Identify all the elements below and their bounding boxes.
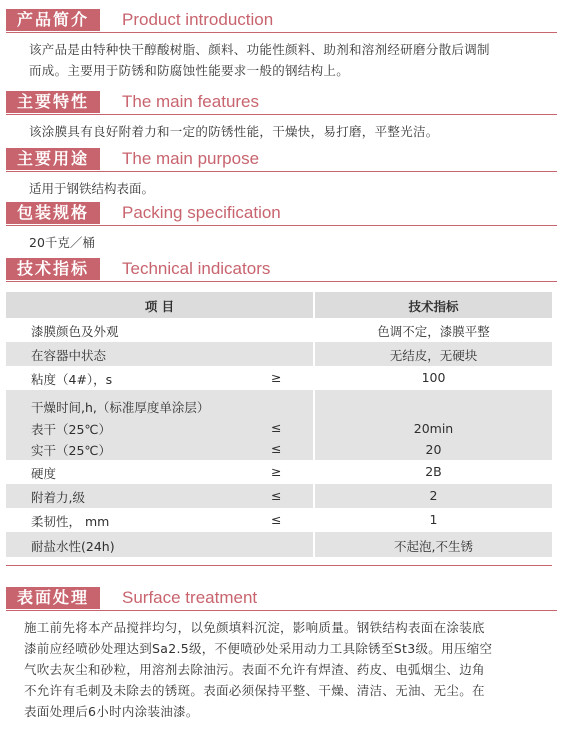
- section-tag-technical: 技术指标: [6, 258, 100, 280]
- section-tag-intro: 产品简介: [6, 9, 100, 31]
- packing-body: 20千克／桶: [29, 235, 95, 250]
- section-rule: [6, 225, 557, 226]
- row-operator: ≤: [271, 512, 282, 527]
- intro-line-2: 而成。主要用于防锈和防腐蚀性能要求一般的钢结构上。: [29, 63, 350, 78]
- table-row: [6, 484, 552, 508]
- table-header-item: 项 目: [144, 299, 175, 314]
- section-title-packing: Packing specification: [122, 203, 281, 222]
- row-value: 20min: [413, 421, 454, 436]
- row-operator: ≥: [271, 464, 282, 479]
- row-label: 粘度（4#），s: [31, 372, 113, 387]
- row-value: 2B: [425, 464, 442, 479]
- table-row: [6, 508, 552, 532]
- section-rule: [6, 610, 557, 611]
- section-tag-surface: 表面处理: [6, 587, 100, 609]
- section-rule: [6, 114, 557, 115]
- row-label: 柔韧性， mm: [31, 514, 110, 529]
- section-title-intro: Product introduction: [122, 10, 274, 29]
- section-rule: [6, 281, 557, 282]
- section-tag-packing: 包装规格: [6, 202, 100, 224]
- surface-body: [24, 617, 556, 722]
- section-header-surface: [6, 587, 557, 609]
- section-header-intro: [6, 9, 557, 31]
- row-value: 20: [425, 442, 442, 457]
- row-operator: ≤: [271, 488, 282, 503]
- intro-body: [29, 39, 555, 81]
- surface-line-3: 气吹去灰尘和砂粒，用溶剂去除油污。表面不允许有焊渣、药皮、电弧烟尘、边角: [24, 662, 485, 677]
- row-label: 附着力,级: [31, 490, 85, 505]
- section-title-surface: Surface treatment: [122, 588, 258, 607]
- section-header-technical: [6, 258, 557, 280]
- row-label: 干燥时间,h,（标准厚度单涂层）: [31, 400, 210, 415]
- intro-line-1: 该产品是由特种快干醇酸树脂、颜料、功能性颜料、助剂和溶剂经研磨分散后调制: [29, 42, 490, 57]
- section-rule: [6, 171, 557, 172]
- features-body: 该涂膜具有良好附着力和一定的防锈性能，干燥快，易打磨，平整光洁。: [29, 124, 439, 139]
- surface-line-5: 表面处理后6小时内涂装油漆。: [24, 704, 199, 719]
- purpose-body: 适用于钢铁结构表面。: [29, 181, 155, 196]
- table-header-row: [6, 292, 552, 318]
- surface-line-4: 不允许有毛刺及未除去的锈斑。表面必须保持平整、干燥、清洁、无油、无尘。在: [24, 683, 485, 698]
- section-tag-features: 主要特性: [6, 91, 100, 113]
- row-value: 不起泡,不生锈: [394, 539, 473, 554]
- section-rule: [6, 32, 557, 33]
- table-row-drying-time: [6, 390, 552, 460]
- table-row: [6, 342, 552, 366]
- table-bottom-rule: [6, 565, 552, 566]
- row-label: 硬度: [31, 466, 57, 481]
- row-operator: ≥: [271, 370, 282, 385]
- section-header-packing: [6, 202, 557, 224]
- section-tag-purpose: 主要用途: [6, 148, 100, 170]
- row-value: 100: [421, 370, 446, 385]
- table-header-value: 技术指标: [408, 299, 459, 314]
- row-label: 在容器中状态: [31, 348, 107, 363]
- section-header-features: [6, 91, 557, 113]
- section-header-purpose: [6, 148, 557, 170]
- table-row: [6, 460, 552, 484]
- table-row: [6, 532, 552, 557]
- row-value: 2: [429, 488, 438, 503]
- row-label: 实干（25℃）: [31, 443, 111, 458]
- table-row: [6, 366, 552, 390]
- row-label: 漆膜颜色及外观: [31, 324, 119, 339]
- row-label: 耐盐水性(24h): [31, 539, 115, 554]
- surface-line-1: 施工前先将本产品搅拌均匀，以免颜填料沉淀，影响质量。钢铁结构表面在涂装底: [24, 620, 485, 635]
- section-title-technical: Technical indicators: [122, 259, 271, 278]
- surface-line-2: 漆前应经喷砂处理达到Sa2.5级，不便喷砂处采用动力工具除锈至St3级。用压缩空: [24, 641, 493, 656]
- section-title-purpose: The main purpose: [122, 149, 260, 168]
- section-title-features: The main features: [122, 92, 260, 111]
- row-label: 表干（25℃）: [31, 422, 111, 437]
- row-operator: ≤: [271, 441, 282, 456]
- technical-table: [6, 292, 552, 557]
- row-value: 色调不定，漆膜平整: [377, 324, 490, 339]
- row-operator: ≤: [271, 420, 282, 435]
- table-row: [6, 318, 552, 342]
- row-value: 无结皮，无硬块: [389, 348, 478, 363]
- row-value: 1: [429, 512, 438, 527]
